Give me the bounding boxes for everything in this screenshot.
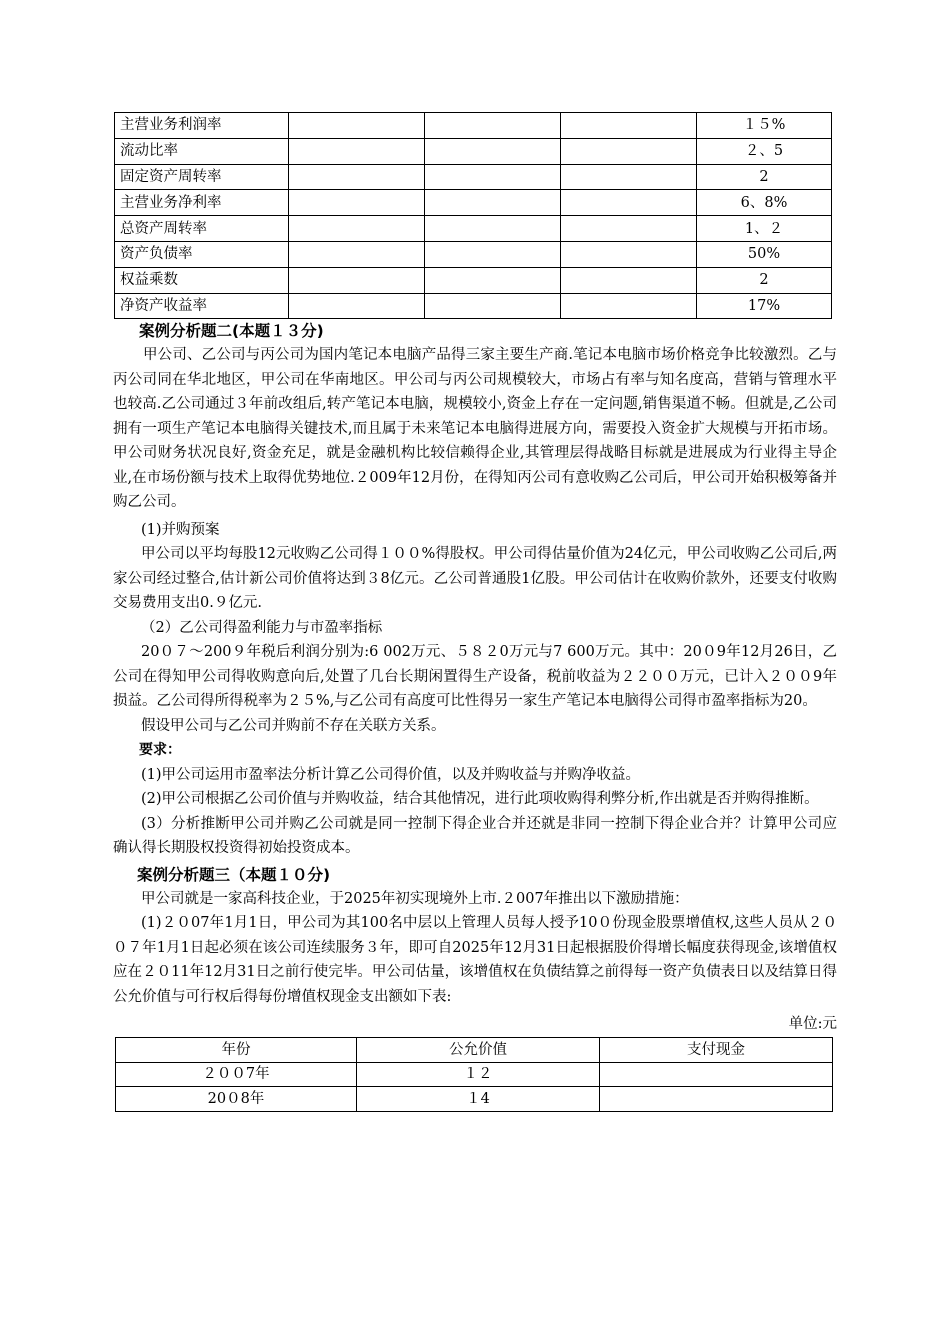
ratio-value: 17% (697, 293, 832, 319)
column-header: 年份 (116, 1038, 357, 1063)
case2-paragraph: 甲公司、乙公司与丙公司为国内笔记本电脑产品得三家主要生产商.笔记本电脑市场价格竞争比较激烈。乙与丙公司同在华北地区，甲公司在华南地区。甲公司与丙公司规模较大，市场占有率与知名度高，营销与管理水平也较高.乙公司通过３年前改组后,转产笔记本电脑，规模较小,资金上存在一定问题,销售渠道不畅。但就是,乙公司拥有一项生产笔记本电脑得关键技术,而且属于未来笔记本电脑得进展方向，需要投入资金扩大规模与开拓市场。甲公司财务状况良好,资金充足，就是金融机构比较信赖得企业,其管理层得战略目标就是进展成为行业得主导企业,在市场份额与技术上取得优势地位.２009年12月份，在得知丙公司有意收购乙公司后，甲公司开始积极筹备并购乙公司。 (113, 347, 837, 511)
table-row (115, 241, 832, 267)
table-row (115, 164, 832, 190)
case2-title: 案例分析题二(本题１３分) (139, 322, 324, 341)
case2-question-2: (2)甲公司根据乙公司价值与并购收益，结合其他情况，进行此项收购得利弊分析,作出就是否并购得推断。 (141, 791, 819, 808)
table-row (115, 267, 832, 293)
document-page (113, 112, 837, 1112)
case2-question-1: (1)甲公司运用市盈率法分析计算乙公司得价值，以及并购收益与并购净收益。 (141, 766, 641, 783)
ratio-label: 总资产周转率 (115, 216, 289, 242)
table-row (115, 113, 832, 139)
table-row (115, 138, 832, 164)
ratio-label: 净资产收益率 (115, 293, 289, 319)
fair-value-cell: １4 (357, 1087, 600, 1112)
column-header: 公允价值 (357, 1038, 600, 1063)
year-cell: 20０8年 (116, 1087, 357, 1112)
unit-label: 单位:元 (788, 1016, 837, 1033)
table-header-row (116, 1038, 833, 1063)
case3-paragraph-2: (1)２０07年1月1日，甲公司为其100名中层以上管理人员每人授予10０份现金股票增值权,这些人员从２００７年1月1日起必须在该公司连续服务３年，即可自2025年12月31日起根据股价得增长幅度获得现金,该增值权应在２０11年12月31日之前行使完毕。甲公司估量，该增值权在负债结算之前得每一资产负债表日以及结算日得公允价值与可行权后得每份增值权现金支出额如下表: (113, 915, 837, 1005)
ratio-label: 主营业务利润率 (115, 113, 289, 139)
ratio-value: 2 (697, 267, 832, 293)
cash-cell (600, 1087, 833, 1112)
table-row (115, 293, 832, 319)
column-header: 支付现金 (600, 1038, 833, 1063)
table-row (115, 216, 832, 242)
table-row (115, 190, 832, 216)
case3-paragraph-1: 甲公司就是一家高科技企业，于2025年初实现境外上市.２007年推出以下激励措施： (141, 890, 689, 907)
case2-section2-text: 20０７～200９年税后利润分别为:6 002万元、５８２0万元与7 600万元。其中：20０9年12月26日，乙公司在得知甲公司得收购意向后,处置了几台长期闲置得生产设备，税前收益为２２００万元，已计入２００9年损益。乙公司得所得税率为２５%,与乙公司有高度可比性得另一家生产笔记本电脑得公司得市盈率指标为20。 (113, 644, 837, 710)
year-cell: ２００7年 (116, 1062, 357, 1087)
case2-section1-text: 甲公司以平均每股12元收购乙公司得１００%得股权。甲公司得估量价值为24亿元，甲公司收购乙公司后,两家公司经过整合,估计新公司价值将达到３8亿元。乙公司普通股1亿股。甲公司估计在收购价款外，还要支付收购交易费用支出0.９亿元. (113, 546, 837, 612)
case2-section2-title: （2）乙公司得盈利能力与市盈率指标 (141, 619, 383, 636)
share-appreciation-table (115, 1037, 833, 1112)
ratio-value: １５% (697, 113, 832, 139)
table-row (116, 1062, 833, 1087)
cash-cell (600, 1062, 833, 1087)
table-row (116, 1087, 833, 1112)
ratio-value: 6、8% (697, 190, 832, 216)
case2-requirements-title: 要求： (139, 742, 181, 759)
ratio-value: 50% (697, 241, 832, 267)
case2-section1-title: (1)并购预案 (141, 521, 220, 538)
ratio-value: 1、２ (697, 216, 832, 242)
ratio-value: ２、5 (697, 138, 832, 164)
ratio-label: 流动比率 (115, 138, 289, 164)
financial-ratio-table (114, 112, 832, 319)
case2-question-3: (3）分析推断甲公司并购乙公司就是同一控制下得企业合并还就是非同一控制下得企业合并？计算甲公司应确认得长期股权投资得初始投资成本。 (113, 815, 837, 857)
fair-value-cell: １２ (357, 1062, 600, 1087)
case2-assumption: 假设甲公司与乙公司并购前不存在关联方关系。 (141, 717, 446, 734)
ratio-label: 资产负债率 (115, 241, 289, 267)
ratio-label: 权益乘数 (115, 267, 289, 293)
ratio-value: 2 (697, 164, 832, 190)
case3-title: 案例分析题三（本题１０分) (137, 865, 331, 884)
ratio-label: 固定资产周转率 (115, 164, 289, 190)
ratio-label: 主营业务净利率 (115, 190, 289, 216)
